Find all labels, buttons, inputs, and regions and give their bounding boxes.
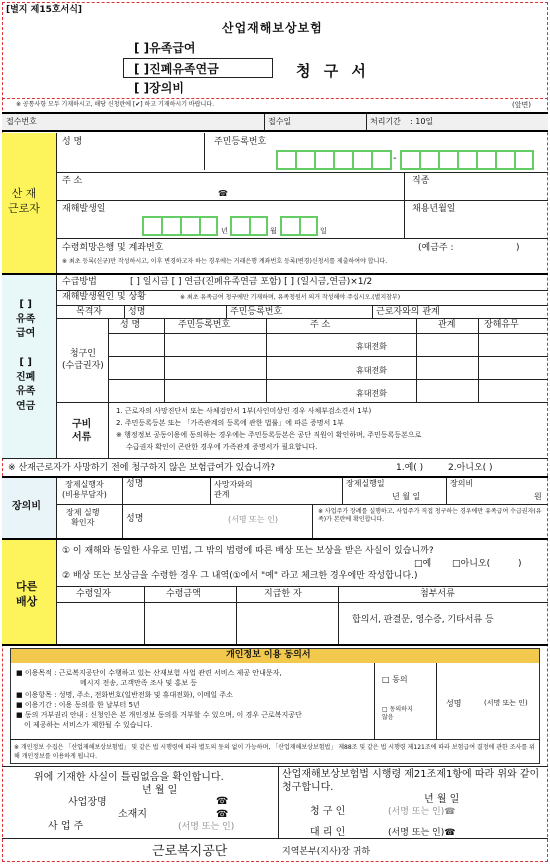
confirm-note: ※ 사업주가 장례를 실행하고, 사업주가 직접 청구하는 경우에만 유족급여 수급권자(유족)가 본란에 확인합니다. [318, 508, 542, 524]
privacy-item-6: 이 제공하는 서비스가 제한될 수 있습니다. [24, 721, 153, 729]
privacy-item-4: ■ 이용기간 : 이용 동의를 한 날부터 5년 [16, 701, 140, 709]
relation-label: 재해발생원인 및 상황 [62, 292, 146, 302]
confirm-label: 장제 실행 확인자 [66, 508, 100, 528]
unclaimed-question: ※ 산재근로자가 사망하기 전에 청구하지 않은 보험급여가 있습니까? [8, 463, 276, 473]
docs-label: 구비 서류 [72, 419, 92, 443]
won-unit: 원 [534, 492, 542, 501]
biz-phone-icon: ☎ [216, 796, 229, 807]
claim-type-pneumo[interactable]: [ ]진폐유족연금 [134, 62, 219, 76]
job-label: 직종 [412, 176, 430, 186]
worker-name-label: 성 명 [62, 137, 83, 147]
privacy-item-2: 메시지 전송, 고객만족 조사 및 홍보 등 [80, 679, 198, 687]
other-q1-close: ) [518, 559, 522, 569]
method-label: 수급방법 [62, 277, 97, 287]
claim-type-box [123, 58, 273, 78]
form-number: [별지 제15호서식] [6, 5, 83, 15]
rrn-dash: - [393, 153, 397, 164]
claim-type-funeral[interactable]: [ ]장의비 [134, 81, 184, 95]
other-section-label: 다른 배상 [16, 580, 38, 608]
witness-rrn: 주민등록번호 [230, 307, 283, 317]
docs-line-1: 1. 근로자의 사망진단서 또는 사체검안서 1부(사인미상인 경우 사체부검소견서 1부) [116, 407, 372, 415]
claim-word: 청 구 서 [296, 62, 370, 80]
day-unit: 일 [320, 227, 327, 235]
col-rrn: 주민등록번호 [178, 320, 231, 330]
col-relation: 관계 [438, 320, 456, 330]
method-options[interactable]: [ ] 일시금 [ ] 연금(진폐유족연금 포함) [ ] (일시금,연금)×1/2 [130, 277, 373, 287]
payer-name-label: 성명 [126, 479, 144, 489]
unclaimed-yes[interactable]: 1.예( ) [396, 463, 424, 473]
worker-rrn-label: 주민등록번호 [214, 137, 267, 147]
bank-note: ※ 최초 등록(신규)만 작성하시고, 이후 변경하고자 하는 경우에는 거래은행 계좌번호 등록(변경)신청서를 제출하여야 합니다. [62, 258, 388, 265]
col-payer: 지급한 자 [264, 589, 302, 599]
address-phone-icon: ☎ [218, 189, 228, 198]
agency-name: 근로복지공단 [152, 844, 228, 859]
bank-label: 수령희망은행 및 계좌번호 [62, 243, 164, 253]
unclaimed-no[interactable]: 2.아니오( ) [448, 463, 493, 473]
holder-close: ) [516, 243, 520, 253]
privacy-item-5: ■ 동의 거부권리 안내 : 신청인은 본 개인정보 동의를 거부할 수 있으며, 이 경우 근로복지공단 [16, 711, 302, 719]
deceased-relation-label: 사망자와의 관계 [214, 480, 253, 500]
biz-address-label: 소재지 [118, 809, 147, 820]
owner-sign: (서명 또는 인) [178, 822, 235, 832]
biz-phone-icon-2: ☎ [216, 809, 229, 820]
right-date: 년 월 일 [424, 794, 460, 805]
witness-relation: 근로자와의 관계 [376, 307, 440, 317]
agent-label: 대 리 인 [310, 827, 346, 838]
holder-label: (예금주 : [418, 243, 454, 253]
privacy-item-3: ■ 이용항목 : 성명, 주소, 전화번호(일반전화 및 휴대전화), 이메일 주소 [16, 691, 233, 699]
confirm-sign: (서명 또는 인) [228, 515, 278, 524]
front-label: (앞면) [512, 101, 531, 109]
survivor-section-label: [ ] 유족 급여 [ ] 진폐 유족 연금 [16, 299, 36, 412]
receipt-date-label: 접수일 [268, 117, 292, 126]
claimant-sign: (서명 또는 인)☎ [388, 807, 456, 817]
other-q1-yes[interactable]: □예 [414, 559, 432, 569]
funeral-date-label: 장제실행일 [346, 479, 385, 488]
mobile-3: 휴대전화 [356, 389, 387, 398]
col-disabled: 장해유무 [484, 320, 519, 330]
other-q1-no[interactable]: □아니오( [452, 559, 491, 569]
witness-label: 목격자 [76, 307, 103, 317]
header-note: ※ 공통사항 모두 기재하시고, 해당 신청란에 [✔] 하고 기재하시기 바랍니다. [16, 101, 215, 108]
docs-line-2: 2. 주민등록등본 또는 「가족관계의 등록에 관한 법률」에 따른 증명서 1부 [116, 419, 344, 427]
right-claim-text: 산업재해보상보험법 시행령 제21조제1항에 따라 위와 같이 청구합니다. [282, 769, 540, 793]
attachment-types: 합의서, 판결문, 영수증, 기타서류 등 [352, 615, 494, 625]
accident-year-field[interactable] [142, 216, 218, 236]
office-label: 지역본부(지사)장 귀하 [282, 847, 371, 857]
privacy-sign: (서명 또는 인) [484, 699, 528, 707]
month-unit: 월 [270, 227, 277, 235]
rrn-back-field[interactable] [400, 150, 534, 170]
docs-line-4: 수급권자 확인이 곤란한 경우에 가족관계 증명서가 필요합니다. [126, 443, 318, 451]
period-label: 처리기간 [370, 117, 401, 126]
claimant-label: 청구인 (수급권자) [62, 349, 104, 372]
claim-type-survivor[interactable]: [ ]유족급여 [134, 41, 196, 55]
mobile-2: 휴대전화 [356, 366, 387, 375]
accident-date-label: 재해발생일 [62, 204, 106, 214]
period-value: : 10일 [410, 117, 434, 126]
agent-sign: (서명 또는 인)☎ [388, 828, 456, 838]
funeral-section-label: 장의비 [12, 501, 41, 512]
payer-label: 장제실행자 (비용부담자) [62, 480, 107, 500]
owner-label: 사 업 주 [48, 821, 84, 832]
col-amount: 수령금액 [166, 589, 201, 599]
left-confirm-text: 위에 기재한 사실이 틀림없음을 확인합니다. [34, 772, 224, 783]
address-label: 주 소 [62, 176, 83, 186]
col-attachments: 첨부서류 [420, 589, 455, 599]
biz-name-label: 사업장명 [68, 797, 107, 808]
funeral-cost-label: 장의비 [450, 479, 474, 488]
privacy-item-1: ■ 이용목적 : 근로복지공단이 수행하고 있는 산재보험 사업 관련 서비스 제공 안내문자, [16, 669, 282, 677]
claimant-label-bottom: 청 구 인 [310, 806, 346, 817]
privacy-agree[interactable]: □ 동의 [382, 675, 408, 684]
relation-note: ※ 최초 유족급여 청구에만 기재하며, 유족청원서 의거 작성해야 주십시오.(별지참부) [180, 294, 401, 301]
accident-month-field[interactable] [230, 216, 268, 236]
rrn-front-field[interactable] [276, 150, 392, 170]
privacy-disagree[interactable]: □ 동의하지 않음 [382, 706, 413, 721]
col-receipt-date: 수령일자 [76, 589, 111, 599]
form-title: 산업재해보상보험 [222, 21, 323, 35]
other-question-2: ② 배상 또는 보상금을 수령한 경우 그 내역(①에서 "예" 라고 체크한 경우에만 작성합니다.) [62, 571, 418, 581]
privacy-title: 개인정보 이용 동의서 [226, 650, 311, 660]
accident-day-field[interactable] [280, 216, 318, 236]
col-address: 주 소 [310, 320, 331, 330]
left-date: 년 월 일 [142, 785, 178, 796]
year-unit: 년 [221, 227, 228, 235]
worker-section-label: 산 재 근로자 [8, 187, 40, 216]
privacy-footnote: ※ 개인정보 수집은 「산업재해보상보험법」 및 같은 법 시행령에 따라 별도의 동의 없이 가능하며, 「산업재해보상보험법」 제88조 및 같은 법 시행령 제121조에 따라 보험급여 결정에 관한 조사를 위해 개인정보를 이용하게 됩니다. [14, 744, 535, 760]
funeral-date-value: 년 월 일 [392, 492, 421, 501]
privacy-sign-label: 성명 [446, 699, 462, 708]
witness-name: 성명 [128, 307, 146, 317]
hire-date-label: 채용년월일 [412, 204, 456, 214]
other-question-1: ① 이 재해와 동일한 사유로 민법, 그 밖의 법령에 따른 배상 또는 보상을 받은 사실이 있습니까? [62, 546, 434, 556]
receipt-no-label: 접수번호 [6, 117, 37, 126]
mobile-1: 휴대전화 [356, 342, 387, 351]
docs-line-3: ※ 행정정보 공동이용에 동의하는 경우에는 주민등록등본은 공단 직원이 확인하며, 주민등록등본으로 [116, 431, 422, 439]
confirm-name-label: 성명 [126, 514, 144, 524]
col-name: 성 명 [120, 320, 141, 330]
